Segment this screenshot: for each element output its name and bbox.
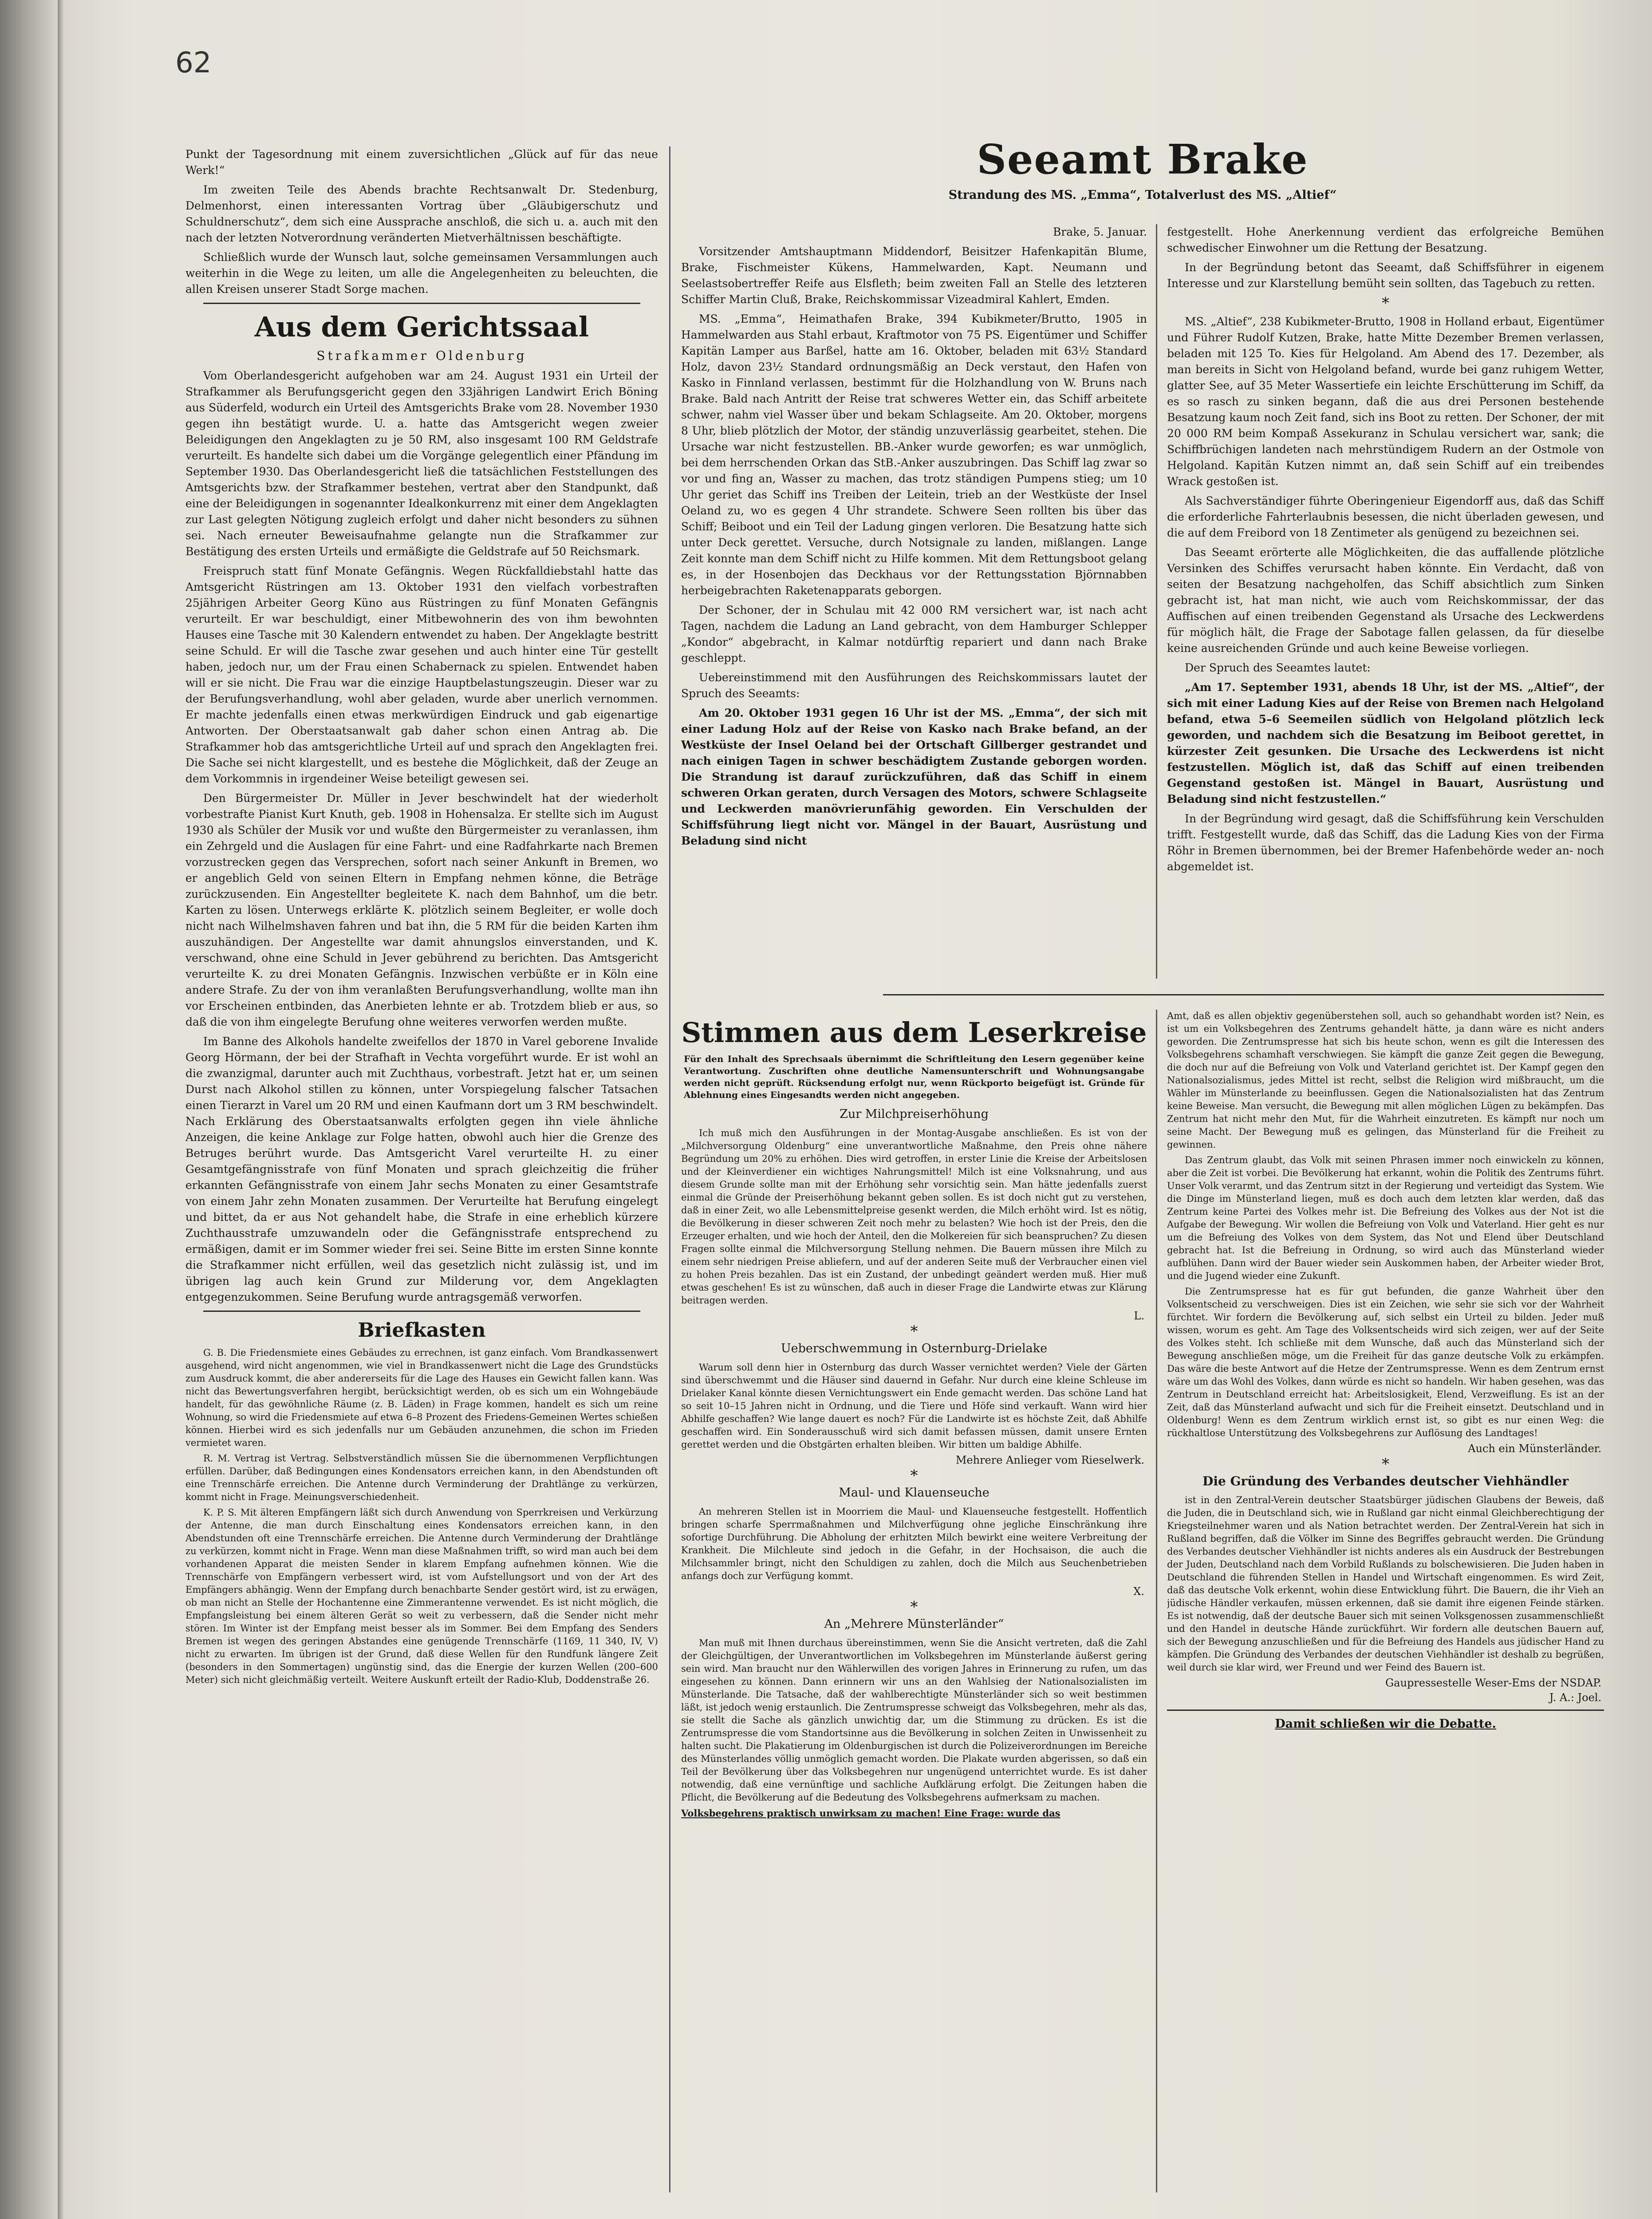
paragraph: Freispruch statt fünf Monate Gefängnis. Wegen Rückfalldiebstahl hatte das Amtsgericht Rüstringen am 13. Oktober 1931 den vielfach vorbestraften 25jährigen Arbeiter Georg Küno aus Rüstringen zu fünf Monaten Gefängnis verurteilt. Er war beschuldigt, einer Mitbewohnerin des von ihm bewohnten Hauses eine Tasche mit 30 Kalendern entwendet zu haben. Der Angeklagte bestritt seine Schuld. Er will die Tasche zwar gesehen und auch hinter eine Tür gestellt haben, jedoch nur, um der Frau einen Schabernack zu spielen. Entwendet haben will er sie nicht. Die Frau war die einzige Hauptbelastungszeugin. Dieser war zu der Berufungsverhandlung, wohl aber geladen, wurde aber unerlich vernommen. Er machte jedenfalls einen etwas merkwürdigen Eindruck und gab eigenartige Antworten. Der Oberstaatsanwalt gab daher schon einen Antrag ab. Die Strafkammer hob das amtsgerichtliche Urteil auf und sprach den Angeklagten frei. Die Sache sei nicht klargestellt, und es bestehe die Möglichkeit, daß der Zeuge an dem Vorkommnis in irgendeiner Weise beteiligt gewesen sei. xyxy=(185,565,658,785)
separator-asterisk: * xyxy=(910,1323,918,1340)
milk-heading: Zur Milchpreiserhöhung xyxy=(840,1107,989,1121)
seeamt-left-column xyxy=(681,224,1147,979)
verdict-altief: „Am 17. September 1931, abends 18 Uhr, ist der MS. „Altief“, der sich mit einer Ladung Kies auf der Reise von Bremen nach Helgoland befand, etwa 5–6 Seemeilen südlich von Helgoland plötzlich leck geworden, und nachdem sich die Besatzung im Beiboot gerettet, in kürzester Zeit gesunken. Die Ursache des Leckwerdens ist nicht festzustellen. Möglich ist, daß das Schiff auf einen treibenden Gegenstand gestoßen ist. Mängel in Bauart, Ausrüstung und Beladung sind nicht festzustellen.“ xyxy=(1167,681,1604,805)
paragraph: An mehreren Stellen ist in Moorriem die Maul- und Klauenseuche festgestellt. Hoffentlich bringen scharfe Sperrmaßnahmen und Milchverfügung ohne jegliche Einschränkung ihre sofortige Durchführung. Die Abholung der erhitzten Milch bewirkt eine weitere Verbreitung der Krankheit. Die Milchleute sind jedoch in die Gefahr, in der Hochsaison, die auch die Milchsammler bringt, nicht den Schuldigen zu zahlen, doch die Milch aus Seuchenbetrieben anfangs doch zur Verfügung kommt. xyxy=(681,1506,1147,1581)
paragraph: Man muß mit Ihnen durchaus übereinstimmen, wenn Sie die Ansicht vertreten, daß die Zahl der Gleichgültigen, der Unverantwortlichen im Volksbegehren im Münsterlande äußerst gering sein wird. Man braucht nur den Wählerwillen des vorigen Jahres in Erinnerung zu rufen, um das eingesehen zu können. Dann erinnern wir uns an den Wahlsieg der Nationalsozialisten im Münsterlande. Die Tatsache, daß der wahlberechtigte Münsterländer sich so weit bestimmen läßt, ist jedoch wenig erstaunlich. Die Zentrumspresse schweigt das Volksbegehren, mehr als das, sie stellt die Sache als gänzlich unwichtig dar, um die Stimmung zu drücken. Es ist die Zentrumspresse die vom Standortsinne aus die Bevölkerung in solchen Zeiten in Unwissenheit zu halten sucht. Die Plakatierung im Oldenburgischen ist durch die Polizeiverordnungen im Bereiche des Münsterlandes völlig unmöglich gemacht worden. Die Plakate wurden abgerissen, so daß ein Teil der Bevölkerung über das Volksbegehren nur ungenügend unterrichtet wurde. Es ist daher notwendig, daß eine vernünftige und sachliche Aufklärung erfolgt. Die Zeitungen haben die Pflicht, die Bevölkerung auf die Bedeutung des Volksbegehrens aufmerksam zu machen. xyxy=(681,1638,1147,1803)
paragraph: Vom Oberlandesgericht aufgehoben war am 24. August 1931 ein Urteil der Strafkammer als Berufungsgericht gegen den 33jährigen Landwirt Erich Böning aus Süderfeld, wodurch ein Urteil des Amtsgerichts Brake vom 28. November 1930 gegen ihn bestätigt wurde. U. a. hatte das Amtsgericht wegen zweier Beleidigungen den Angeklagten zu je 50 RM, also insgesamt 100 RM Geldstrafe verurteilt. Es handelte sich dabei um die Vorgänge gelegentlich einer Pfändung im September 1930. Das Oberlandesgericht ließ die tatsächlichen Feststellungen des Amtsgerichts bzw. der Strafkammer bestehen, vertrat aber den Standpunkt, daß eine der Beleidigungen in sogenannter Idealkonkurrenz mit einer dem Angeklagten zur Last gelegten Nötigung zugleich erfolgt und daher nicht besonders zu sühnen sei. Nach erneuter Beweisaufnahme gelangte nun die Strafkammer zur Bestätigung des ersten Urteils und ermäßigte die Geldstrafe auf 50 Reichsmark. xyxy=(185,369,658,558)
signature: Mehrere Anlieger vom Rieselwerk. xyxy=(955,1454,1144,1466)
paragraph: Als Sachverständiger führte Oberingenieur Eigendorff aus, daß das Schiff die erforderliche Fahrterlaubnis besessen, die nicht überladen gewesen, und die auf dem Freibord von 18 Zentimeter als genügend zu bezeichnen sei. xyxy=(1167,494,1604,539)
seeamt-right-column xyxy=(1167,224,1604,979)
paragraph: R. M. Vertrag ist Vertrag. Selbstverständlich müssen Sie die übernommenen Verpflichtungen erfüllen. Darüber, daß Bedingungen eines Kondensators erreichen kann, in den Abendstunden oft eine Trennschärfe erreichen. Die Antenne durch Verminderung der Drahtlänge zu verkürzen, kommt nicht in Frage. Meinungsverschiedenheit. xyxy=(185,1453,658,1502)
disease-heading: Maul- und Klauenseuche xyxy=(839,1486,990,1500)
signature: Auch ein Münsterländer. xyxy=(1468,1442,1601,1455)
paragraph: Das Seeamt erörterte alle Möglichkeiten, die das auffallende plötzliche Versinken des Schiffes verursacht haben könnte. Ein Verdacht, daß von seiten der Besatzung nachgeholfen, das Schiff absichtlich zum Sinken gebracht ist, hat man nicht, wie auch vom Reichskommissar, der das Auffischen auf einen treibenden Gegenstand als Ursache des Leckwerdens für möglich hält, die Frage der Sabotage fallen gelassen, da für dieselbe keine ausreichenden Gründe und auch keine Beweise vorliegen. xyxy=(1167,546,1604,655)
paragraph: In der Begründung wird gesagt, daß die Schiffsführung kein Verschulden trifft. Festgestellt wurde, daß das Schiff, das die Ladung Kies von der Firma Röhr in Bremen übernommen, bei der Bremer Hafenbehörde weder an- noch abgemeldet ist. xyxy=(1167,812,1604,873)
leserkreis-column xyxy=(681,1010,1147,2192)
section-rule xyxy=(203,303,640,304)
paragraph: Der Schoner, der in Schulau mit 42 000 RM versichert war, ist nach acht Tagen, nachdem die Ladung an Land gebracht, von dem Hamburger Schlepper „Kondor“ abgebracht, in Kalmar notdürftig repariert und dann nach Brake geschleppt. xyxy=(681,604,1147,664)
seeamt-header xyxy=(681,129,1604,222)
separator-asterisk: * xyxy=(910,1598,918,1616)
paragraph: ist in den Zentral-Verein deutscher Staatsbürger jüdischen Glaubens der Beweis, daß die Juden, die in Deutschland sich, wie in Rußland gar nicht einmal Gleichberechtigung der Kriegsteilnehmer waren und als Nation betrachtet werden. Der Zentral-Verein hat sich in Rußland begriffen, daß die Völker im Sinne des Begriffes gebraucht werden. Die Gründung des Verbandes deutscher Viehhändler ist nichts anderes als ein Ausdruck der Bestrebungen der Juden, Deutschland nach dem Vorbild Rußlands zu bolschewisieren. Die Juden haben in Deutschland die führenden Stellen in Handel und Wirtschaft eingenommen. Es wird Zeit, daß das deutsche Volk erkennt, wohin diese Entwicklung führt. Die Bauern, die ihr Vieh an jüdische Händler verkaufen, müssen erkennen, daß sie damit ihre eigenen Feinde stärken. Es ist notwendig, daß der deutsche Bauer sich mit seinen Volksgenossen zusammenschließt und den Handel in deutsche Hände zurückführt. Wir fordern alle deutschen Bauern auf, sich der Bewegung anzuschließen und für die Befreiung des Handels aus jüdischer Hand zu kämpfen. Die Gründung des Verbandes der deutschen Viehhändler ist deshalb zu begrüßen, weil durch sie klar wird, wer Freund und wer Feind des Bauern ist. xyxy=(1167,1495,1604,1673)
column-4 xyxy=(1167,1010,1604,2192)
signature: L. xyxy=(1134,1310,1144,1322)
paragraph: Das Zentrum glaubt, das Volk mit seinen Phrasen immer noch einwickeln zu können, aber die Zeit ist vorbei. Die Bevölkerung hat erkannt, wohin die Politik des Zentrums führt. Unser Volk verarmt, und das Zentrum sitzt in der Regierung und verteidigt das System. Wie die Dinge im Münsterland liegen, muß es doch auch dem letzten klar werden, daß das Zentrum keine Partei des Volkes mehr ist. Die Befreiung des Volkes aus der Not ist die Aufgabe der Bewegung. Wir wollen die Befreiung von Volk und Vaterland. Hier geht es nur um die Befreiung des Volkes von dem System, das Not und Elend über Deutschland gebracht hat. Ist die Befreiung in Ordnung, so wird auch das Münsterland wieder aufblühen. Dann wird der Bauer wieder sein Auskommen haben, der Arbeiter wieder Brot, und die Jugend wieder eine Zukunft. xyxy=(1167,1155,1604,1281)
paragraph: festgestellt. Hohe Anerkennung verdient das erfolgreiche Bemühen schwedischer Einwohner um die Rettung der Besatzung. xyxy=(1167,225,1604,254)
court-heading: Aus dem Gerichtssaal xyxy=(254,311,589,343)
section-rule xyxy=(883,994,1604,995)
page-number: 62 xyxy=(175,47,212,79)
column-divider xyxy=(669,146,670,2192)
column-1 xyxy=(185,146,658,2192)
closing-line: Damit schließen wir die Debatte. xyxy=(1275,1717,1496,1731)
paragraph: G. B. Die Friedensmiete eines Gebäudes zu errechnen, ist ganz einfach. Vom Brandkassenwert ausgehend, wird nicht angenommen, wie viel in Brandkassenwert nicht die Lage des Grundstücks zum Ausdruck kommt, die aber andererseits für die Lage des Hauses ein Gewicht fallen kann. Was nicht das Bewertungsverfahren hergibt, berücksichtigt werden, ob es sich um ein Wohngebäude handelt, für das gewöhnliche Räume (z. B. Läden) in Frage kommen, handelt es sich um reine Wohnung, so wird die Friedensmiete auf etwa 6–8 Prozent des Friedens-Gemeinen Wertes schießen können. Hierbei wird es sich jedenfalls nur um Gebäuden anzunehmen, die schon im Frieden vermietet waren. xyxy=(185,1347,658,1448)
verband-heading: Die Gründung des Verbandes deutscher Viehhändler xyxy=(1203,1474,1569,1489)
author: J. A.: Joel. xyxy=(1549,1691,1601,1704)
section-rule xyxy=(1167,1710,1604,1711)
paragraph: Die Zentrumspresse hat es für gut befunden, die ganze Wahrheit über den Volksentscheid zu verschweigen. Dies ist ein Zeichen, wie sehr sie sich vor der Wahrheit fürchtet. Wir fordern die Bevölkerung auf, sich selbst ein Urteil zu bilden. Jeder muß wissen, worum es geht. Am Tage des Volksentscheids wird sich zeigen, wer auf der Seite des Volkes steht. Ich schließe mit dem Wunsche, daß auch das Münsterland sich der Bewegung anschließen möge, um die Freiheit für das ganze deutsche Volk zu erkämpfen. Das wäre die beste Antwort auf die Hetze der Zentrumspresse. Wenn es dem Zentrum ernst wäre um das Wohl des Volkes, dann würde es nicht so handeln. Wir haben gesehen, was das Zentrum in Deutschland erreicht hat: Arbeitslosigkeit, Elend, Verzweiflung. Es ist an der Zeit, daß das Münsterland aufwacht und sich für die Freiheit einsetzt. Deutschland und in Oldenburg! Wenn es dem Zentrum wirklich ernst ist, so gibt es nur einen Weg: die rückhaltlose Unterstützung des Volksbegehrens zur Auflösung des Landtages! xyxy=(1167,1286,1604,1438)
flood-heading: Ueberschwemmung in Osternburg-Drielake xyxy=(781,1342,1048,1355)
court-subheading: Strafkammer Oldenburg xyxy=(316,348,527,363)
paragraph: Im Banne des Alkohols handelte zweifellos der 1870 in Varel geborene Invalide Georg Hörmann, der bei der Strafhaft in Vechta vorgeführt wurde. Er ist wohl an die zwanzigmal, darunter auch mit Zuchthaus, vorbestraft. Jetzt hat er, um seinen Durst nach Alkohol stillen zu können, unter Vorspiegelung falscher Tatsachen einen Tierarzt in Varel um 20 RM und einen Kaufmann dort um 3 RM beschwindelt. Nach Erklärung des Oberstaatsanwalts erfolgten gegen ihn viele ähnliche Anzeigen, die keine Anklage zur Folge hatten, obwohl auch hier die Grenze des Betruges berührt wurde. Das Amtsgericht Varel verurteilte H. zu einer Gesamtgefängnisstrafe von fünf Monaten und sprach gleichzeitig die früher erkannten Gefängnisstrafe von einem Jahr sechs Monaten zu einer Gesamtstrafe von einem Jahr zehn Monaten zusammen. Der Verurteilte hat Berufung eingelegt und bittet, da er aus Not gehandelt habe, die Strafe in eine erheblich kürzere Zuchthausstrafe umzuwandeln oder die Gefängnisstrafe entsprechend zu ermäßigen, damit er im Sommer wieder frei sei. Seine Bitte im ersten Sinne konnte die Strafkammer nicht erfüllen, weil das gesetzlich nicht zulässig ist, und im übrigen lag auch kein Grund zur Milderung vor, dem Angeklagten entgegenzukommen. Seine Berufung wurde antragsgemäß verworfen. xyxy=(185,1035,658,1303)
paragraph: Im zweiten Teile des Abends brachte Rechtsanwalt Dr. Stedenburg, Delmenhorst, einen interessanten Vortrag über „Gläubigerschutz und Schuldnerschutz“, dem sich eine Aussprache anschloß, die sich u. a. auch mit den nach der letzten Notverordnung veränderten Mietverhältnissen beschäftigte. xyxy=(185,183,658,244)
mail-heading: Briefkasten xyxy=(358,1319,486,1342)
paragraph: K. P. S. Mit älteren Empfängern läßt sich durch Anwendung von Sperrkreisen und Verkürzung der Antenne, die man durch Einschaltung eines Kondensators erreichen kann, in den Abendstunden oft eine Trennschärfe erreichen. Die Antenne durch Verminderung der Drahtlänge zu verkürzen, kommt nicht in Frage. Wenn man diese Maßnahmen trifft, so wird man auch bei dem vorhandenen Apparat die meisten Sender in klarem Empfang aufnehmen können. Wie die Trennschärfe von Empfängern verbessert wird, ist vom Aufstellungsort und von der Art des Empfängers abhängig. Wenn der Empfang durch benachbarte Sender gestört wird, ist zu erwägen, ob man nicht an Stelle der Hochantenne eine Zimmerantenne verwendet. Es ist nicht möglich, die Empfangsleistung bei einem älteren Gerät so weit zu verbessern, daß die Sender nicht mehr stören. Im Winter ist der Empfang meist besser als im Sommer. Bei dem Empfang des Senders Bremen ist wegen des geringen Abstandes eine genügende Trennschärfe (1169, 11 340, IV, V) nicht zu erwarten. Im übrigen ist der Grund, daß diese Wellen für den Rundfunk längere Zeit (besonders in den Sommertagen) ungünstig sind, das die Energie der kurzen Wellen (200–600 Meter) sich nicht gleichmäßig verteilt. Weitere Auskunft erteilt der Radio-Klub, Doddenstraße 26. xyxy=(185,1507,658,1685)
separator-asterisk: * xyxy=(1382,1455,1389,1473)
paragraph: MS. „Emma“, Heimathafen Brake, 394 Kubikmeter/Brutto, 1905 in Hammelwarden aus Stahl erbaut, Kraftmotor von 75 PS. Eigentümer und Schiffer Kapitän Lamper aus Barßel, hatte am 16. Oktober, beladen mit 63½ Standard Holz, davon 23½ Standard ordnungsmäßig an Deck verstaut, den Hafen von Kasko in Finnland verlassen, bestimmt für die Holzhandlung von W. Bruns nach Brake. Bald nach Antritt der Reise trat schweres Wetter ein, das Schiff arbeitete schwer, nahm viel Wasser über und bekam Schlagseite. Am 20. Oktober, morgens 8 Uhr, blieb plötzlich der Motor, der ständig unzuverlässig gearbeitet, stehen. Die Ursache war nicht festzustellen. BB.-Anker wurde geworfen; es war unmöglich, bei dem herrschenden Orkan das StB.-Anker auszubringen. Das Schiff lag zwar so vor und fing an, Wasser zu machen, das trotz ständigen Pumpens stieg; um 10 Uhr geriet das Schiff ins Treiben der Leitein, trieb an der Westküste der Insel Oeland zu, wo es gegen 4 Uhr strandete. Schwere Seen rollten bis über das Schiff; Beiboot und ein Teil der Ladung gingen verloren. Die Besatzung hatte sich unter Deck gerettet. Versuche, durch Notsignale zu landen, mißlangen. Lange Zeit konnte man dem Schiff nicht zu Hilfe kommen. Mit dem Rettungsboot gelang es, in der Hosenbojen das Deckhaus vor der Rettungsstation Björnnabben herbeigebrachten Raketenapparats geborgen. xyxy=(681,312,1147,597)
paragraph: Punkt der Tagesordnung mit einem zuversichtlichen „Glück auf für das neue Werk!“ xyxy=(185,148,658,177)
seeamt-heading: Seeamt Brake xyxy=(977,135,1309,183)
letter-heading: An „Mehrere Münsterländer“ xyxy=(824,1617,1004,1631)
separator-asterisk: * xyxy=(1382,294,1389,312)
paragraph: Schließlich wurde der Wunsch laut, solche gemeinsamen Versammlungen auch weiterhin in die Wege zu leiten, um alle die Angelegenheiten zu beleuchten, die allen Kreisen unserer Stadt Sorge machen. xyxy=(185,251,658,296)
dateline: Brake, 5. Januar. xyxy=(1053,225,1147,238)
paragraph: Volksbegehrens praktisch unwirksam zu machen! Eine Frage: wurde das xyxy=(681,1808,1061,1819)
paragraph: In der Begründung betont das Seeamt, daß Schiffsführer in eigenem Interesse und zur Klarstellung bemüht sein sollten, das Tagebuch zu retten. xyxy=(1167,261,1604,290)
column-divider xyxy=(1156,224,1157,979)
paragraph: Ich muß mich den Ausführungen in der Montag-Ausgabe anschließen. Es ist von der „Milchversorgung Oldenburg“ eine unverantwortliche Maßnahme, den Preis ohne nähere Begründung um 20% zu erhöhen. Dies wird getroffen, in erster Linie die Kreise der Arbeitslosen und der Kleinverdiener ein wichtiges Nahrungsmittel! Milch ist eine Volksnahrung, und aus diesem Grunde sollte man mit der Erhöhung sehr vorsichtig sein. Man hätte jedenfalls zuerst einmal die Gründe der Preiserhöhung bekannt geben sollen. Es ist doch nicht gut zu verstehen, daß in einer Zeit, wo alle Lebensmittelpreise gesenkt werden, die Milch erhöht wird. Ist es nötig, die Bevölkerung in dieser schweren Zeit noch mehr zu belasten? Wie hoch ist der Preis, den die Erzeuger erhalten, und wie hoch der Anteil, den die Molkereien für sich beanspruchen? Zu diesen Fragen sollte einmal die Milchversorgung Stellung nehmen. Die Bauern müssen ihre Milch zu einem sehr niedrigen Preise abliefern, und auf der anderen Seite muß der Verbraucher einen viel zu hohen Preis bezahlen. Das ist ein Zustand, der unbedingt geändert werden muß. Hier muß etwas geschehen! Es ist zu wünschen, daß auch in dieser Frage die Landwirte etwas zur Klärung beitragen werden. xyxy=(681,1128,1147,1306)
signature: X. xyxy=(1133,1585,1144,1598)
page-fold-shadow xyxy=(58,0,64,2219)
verdict-emma: Am 20. Oktober 1931 gegen 16 Uhr ist der MS. „Emma“, der sich mit einer Ladung Holz auf der Reise von Kasko nach Brake befand, an der Westküste der Insel Oeland bei der Ortschaft Gillberger gestrandet und nach einigen Tagen in schwer beschädigtem Zustande geborgen worden. Die Strandung ist darauf zurückzuführen, daß das Schiff in einem schweren Orkan geraten, durch Versagen des Motors, schwere Schlagseite und Leckwerden manövrierunfähig geworden. Ein Verschulden der Schiffsführung liegt nicht vor. Mängel in der Bauart, Ausrüstung und Beladung sind nicht xyxy=(681,707,1147,847)
paragraph: Vorsitzender Amtshauptmann Middendorf, Beisitzer Hafenkapitän Blume, Brake, Fischmeister Kükens, Hammelwarden, Kapt. Neumann und Seelastsobertreffer Reife aus Elsfleth; beim zweiten Fall an Stelle des letzteren Schiffer Martin Cluß, Brake, Reichskommissar Vizeadmiral Kahlert, Emden. xyxy=(681,245,1147,306)
column-divider xyxy=(1156,1010,1157,2192)
paragraph: Den Bürgermeister Dr. Müller in Jever beschwindelt hat der wiederholt vorbestrafte Pianist Kurt Knuth, geb. 1908 in Hohensalza. Er stellte sich im August 1930 als Schüler der Musik vor und wußte den Bürgermeister zu veranlassen, ihm ein Zehrgeld und die Auslagen für eine Fahrt- und eine Radfahrkarte nach Bremen vorzustrecken gegen das Versprechen, sofort nach seiner Ankunft in Bremen, wo er angeblich Geld von seinen Eltern in Empfang nehmen könne, die Beträge zurückzusenden. Ein Angestellter begleitete K. nach dem Bahnhof, um die betr. Karten zu lösen. Unterwegs erklärte K. plötzlich seinem Begleiter, er wolle doch nicht nach Wilhelmshaven fahren und bat ihn, die 5 RM für die beiden Karten ihm auszuhändigen. Der Angestellte war damit ahnungslos einverstanden, und K. verschwand, ohne eine Schuld in Jever gebührend zu berichten. Das Amtsgericht verurteilte K. zu drei Monaten Gefängnis. Inzwischen verbüßte er in Köln eine andere Strafe. Zu der von ihm veranlaßten Berufungsverhandlung, wollte man ihn vor Erscheinen entbinden, das Anerbieten lehnte er ab. Trotzdem blieb er aus, so daß die von ihm eingelegte Berufung ohne weiteres verworfen werden mußte. xyxy=(185,792,658,1028)
paragraph: MS. „Altief“, 238 Kubikmeter-Brutto, 1908 in Holland erbaut, Eigentümer und Führer Rudolf Kutzen, Brake, hatte Mitte Dezember Bremen verlassen, beladen mit 125 To. Kies für Helgoland. Am Abend des 17. Dezember, als man bereits in Sicht von Helgoland befand, wurde bei ganz ruhigem Wetter, glatter See, auf 35 Meter Wassertiefe ein leichte Erschütterung im Schiff, da es so rasch zu sinken begann, daß die aus drei Personen bestehende Besatzung kaum noch Zeit fand, sich ins Boot zu retten. Der Schoner, der mit 20 000 RM beim Kompaß Assekuranz in Schulau versichert war, sank; die Schiffbrüchigen landeten nach mehrstündigem Rudern an der Ostmole von Helgoland. Kapitän Kutzen nimmt an, daß sein Schiff auf ein treibendes Wrack gestoßen ist. xyxy=(1167,315,1604,488)
leserkreis-heading: Stimmen aus dem Leserkreise xyxy=(681,1016,1147,1049)
organization: Gaupressestelle Weser-Ems der NSDAP. xyxy=(1385,1677,1601,1689)
seeamt-subheading: Strandung des MS. „Emma“, Totalverlust des MS. „Altief“ xyxy=(948,188,1337,202)
section-rule xyxy=(203,1311,640,1312)
paragraph: Uebereinstimmend mit den Ausführungen des Reichskommissars lautet der Spruch des Seeamts: xyxy=(681,671,1147,700)
leserkreis-intro: Für den Inhalt des Sprechsaals übernimmt die Schriftleitung den Lesern gegenüber keine Verantwortung. Zuschriften ohne deutliche Namensunterschrift und Wohnungsangabe werden nicht geprüft. Rücksendung erfolgt nur, wenn Rückporto beigefügt ist. Gründe für Ablehnung eines Eingesandts werden nicht angegeben. xyxy=(684,1054,1144,1100)
paragraph: Warum soll denn hier in Osternburg das durch Wasser vernichtet werden? Viele der Gärten sind überschwemmt und die Häuser sind dauernd in Gefahr. Nur durch eine kleine Schleuse im Drielaker Kanal könnte diesen Vernichtungswert ein Ende gemacht werden. Das schöne Land hat so seit 10–15 Jahren nicht in Ordnung, und die Tiere und Höfe sind verkauft. Wann wird hier Abhilfe geschaffen? Wie lange dauert es noch? Für die Landwirte ist es höchste Zeit, daß Abhilfe geschaffen wird. Ein Sonderausschuß wird sich damit befassen müssen, damit unsere Ernten gerettet werden und die Obstgärten erhalten bleiben. Wir bitten um baldige Abhilfe. xyxy=(681,1362,1147,1450)
paragraph: Amt, daß es allen objektiv gegenüberstehen soll, auch so gehandhabt worden ist? Nein, es ist um ein Volksbegehren des Zentrums gehandelt hätte, ja dann wäre es nicht anders geworden. Die Zentrumspresse hat sich bis heute schon, wenn es gilt die Interessen des Volksbegehrens schamhaft verschwiegen. Sie kämpft die ganze Zeit gegen die Bewegung, die doch nur auf die Befreiung von Volk und Vaterland gerichtet ist. Der Kampf gegen den Nationalsozialismus, jedes Mittel ist recht, selbst die Religion wird mißbraucht, um die Wähler im Münsterlande zu beeinflussen. Gegen die Nationalsozialisten hat das Zentrum keine Beweise. Man versucht, die Bewegung mit allen möglichen Lügen zu bekämpfen. Das Zentrum hat nicht mehr den Mut, für die Wahrheit einzutreten. Es kämpft nur noch um seine Macht. Der Bewegung muß es gelingen, das Münsterland für die Freiheit zu gewinnen. xyxy=(1167,1011,1604,1150)
paragraph: Der Spruch des Seeamtes lautet: xyxy=(1185,661,1371,674)
separator-asterisk: * xyxy=(910,1467,918,1485)
